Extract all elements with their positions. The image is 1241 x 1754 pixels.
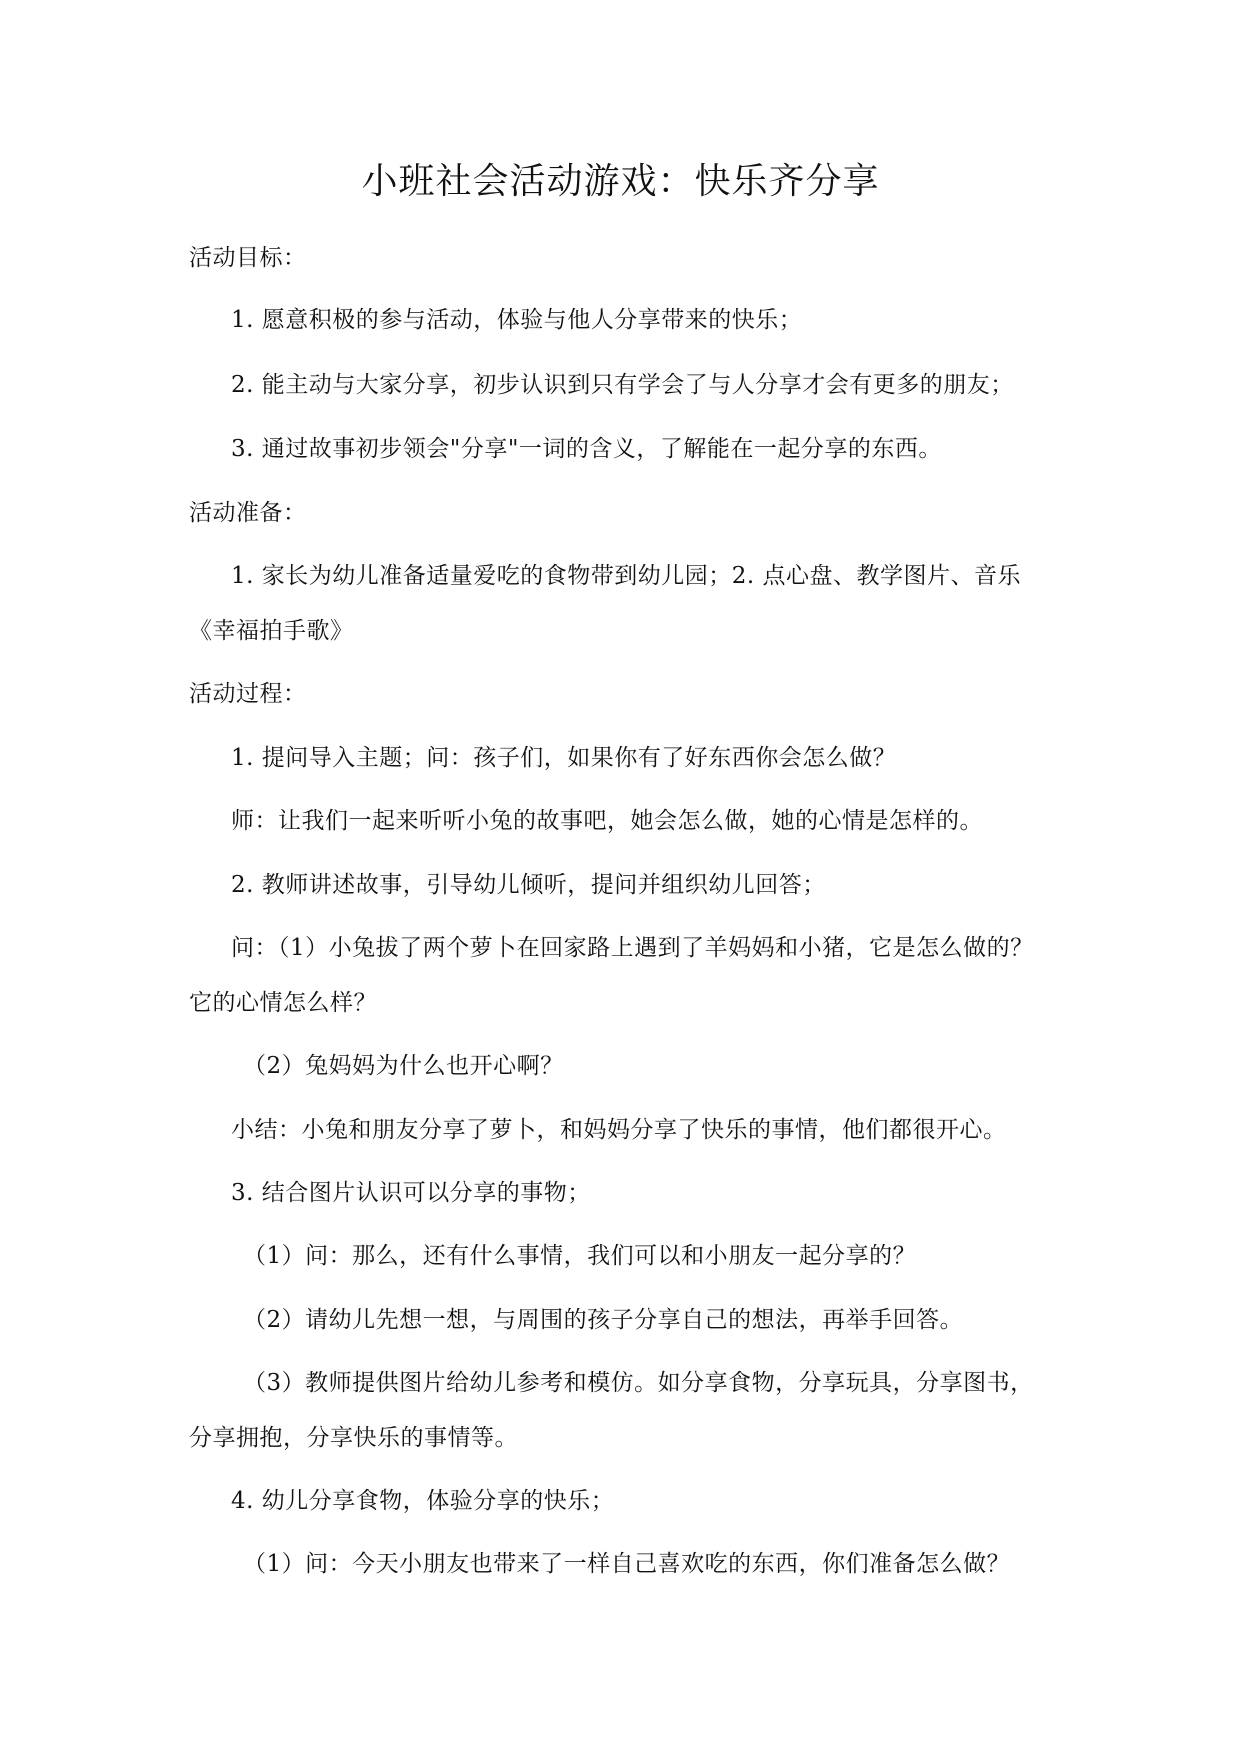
process-step-2: 2. 教师讲述故事，引导幼儿倾听，提问并组织幼儿回答； [231, 872, 826, 898]
process-step-3-item-2: （2）请幼儿先想一想，与周围的孩子分享自己的想法，再举手回答。 [243, 1307, 964, 1333]
process-question-1: 问：（1）小兔拔了两个萝卜在回家路上遇到了羊妈妈和小猪，它是怎么做的？ [231, 935, 1034, 961]
process-step-3-item-1: （1）问：那么，还有什么事情，我们可以和小朋友一起分享的？ [243, 1243, 917, 1269]
process-step-4-item-1: （1）问：今天小朋友也带来了一样自己喜欢吃的东西，你们准备怎么做？ [243, 1551, 1011, 1577]
process-step-3-item-3-cont: 分享拥抱，分享快乐的事情等。 [189, 1425, 518, 1451]
process-question-2: （2）兔妈妈为什么也开心啊？ [243, 1053, 564, 1079]
goals-heading: 活动目标： [189, 245, 307, 271]
process-heading: 活动过程： [189, 681, 307, 707]
goal-item-2: 2. 能主动与大家分享，初步认识到只有学会了与人分享才会有更多的朋友； [231, 372, 1014, 398]
process-question-1-cont: 它的心情怎么样？ [189, 990, 377, 1016]
prep-heading: 活动准备： [189, 500, 307, 526]
process-teacher-line: 师：让我们一起来听听小兔的故事吧，她会怎么做，她的心情是怎样的。 [231, 808, 983, 834]
process-step-3-item-3: （3）教师提供图片给幼儿参考和模仿。如分享食物，分享玩具，分享图书， [243, 1370, 1034, 1396]
process-step-4: 4. 幼儿分享食物，体验分享的快乐； [231, 1488, 615, 1514]
process-step-3: 3. 结合图片认识可以分享的事物； [231, 1180, 591, 1206]
goal-item-3: 3. 通过故事初步领会"分享"一词的含义，了解能在一起分享的东西。 [231, 436, 942, 462]
page-title: 小班社会活动游戏：快乐齐分享 [361, 161, 880, 202]
process-summary: 小结：小兔和朋友分享了萝卜，和妈妈分享了快乐的事情，他们都很开心。 [231, 1117, 1007, 1143]
prep-line-1: 1. 家长为幼儿准备适量爱吃的食物带到幼儿园；2. 点心盘、教学图片、音乐 [231, 563, 1022, 589]
goal-item-1: 1. 愿意积极的参与活动，体验与他人分享带来的快乐； [231, 307, 803, 333]
process-step-1: 1. 提问导入主题；问：孩子们，如果你有了好东西你会怎么做？ [231, 745, 897, 771]
prep-line-2: 《幸福拍手歌》 [189, 618, 354, 644]
